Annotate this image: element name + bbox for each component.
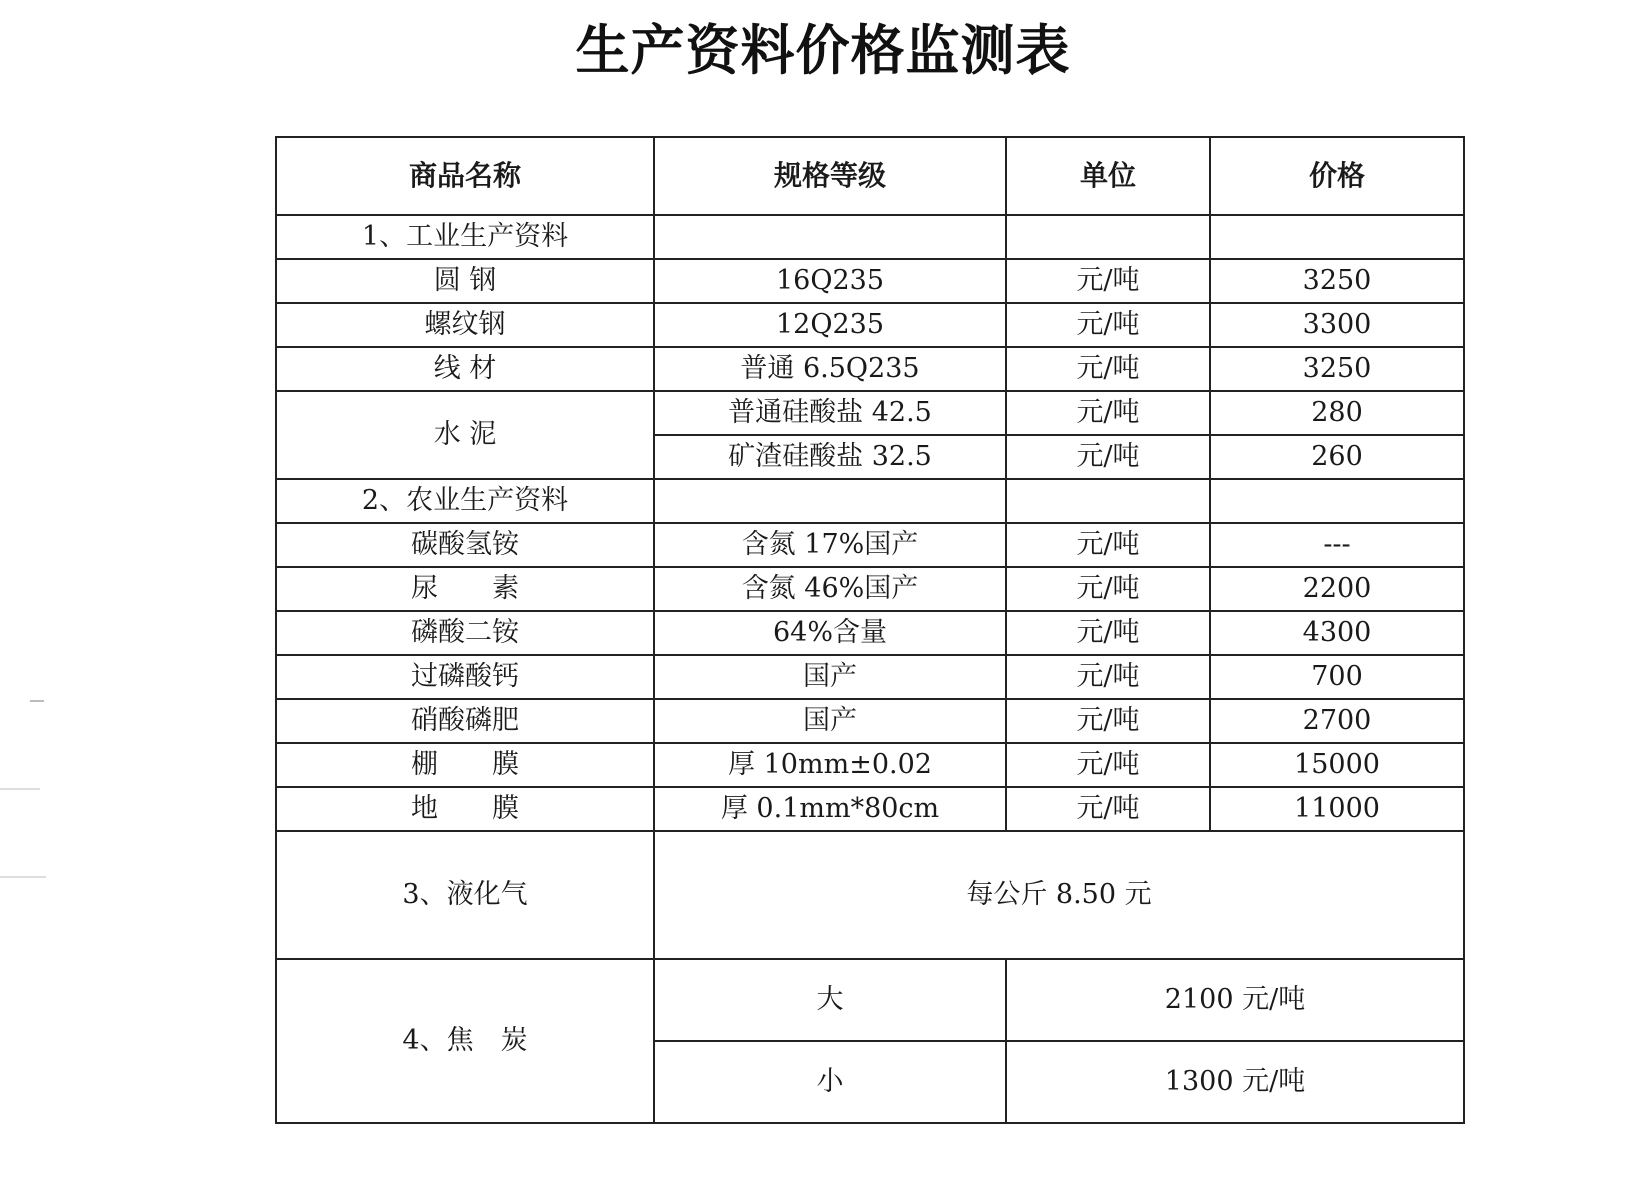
- table-row: [276, 523, 1464, 567]
- item-unit: 元/吨: [1006, 523, 1210, 567]
- item-price: 3250: [1210, 347, 1464, 391]
- item-unit: 元/吨: [1006, 655, 1210, 699]
- item-name: 圆 钢: [276, 259, 654, 303]
- table-row: [276, 787, 1464, 831]
- item-spec: 普通硅酸盐 42.5: [654, 391, 1006, 435]
- item-spec: 矿渣硅酸盐 32.5: [654, 435, 1006, 479]
- item-name: 棚 膜: [276, 743, 654, 787]
- item-name: 碳酸氢铵: [276, 523, 654, 567]
- item-name: 硝酸磷肥: [276, 699, 654, 743]
- item-unit: 元/吨: [1006, 347, 1210, 391]
- scan-artifact: [0, 788, 40, 790]
- item-price: 260: [1210, 435, 1464, 479]
- item-name: 尿 素: [276, 567, 654, 611]
- item-price: 15000: [1210, 743, 1464, 787]
- coke-size: 小: [654, 1041, 1006, 1123]
- table-row: [276, 699, 1464, 743]
- table-row: [276, 391, 1464, 435]
- item-spec: 16Q235: [654, 259, 1006, 303]
- section-row-lpg: [276, 831, 1464, 959]
- scan-artifact: [30, 700, 44, 702]
- header-spec: 规格等级: [654, 137, 1006, 215]
- item-unit: 元/吨: [1006, 787, 1210, 831]
- item-price: 4300: [1210, 611, 1464, 655]
- table-row: [276, 567, 1464, 611]
- item-spec: 12Q235: [654, 303, 1006, 347]
- item-price: ---: [1210, 523, 1464, 567]
- item-spec: 厚 0.1mm*80cm: [654, 787, 1006, 831]
- empty-cell: [654, 479, 1006, 523]
- item-price: 2200: [1210, 567, 1464, 611]
- item-price: 3250: [1210, 259, 1464, 303]
- scan-artifact: [0, 876, 46, 878]
- coke-price: 2100 元/吨: [1006, 959, 1464, 1041]
- item-spec: 国产: [654, 655, 1006, 699]
- section-row-coke: [276, 959, 1464, 1041]
- table-row: [276, 347, 1464, 391]
- item-price: 700: [1210, 655, 1464, 699]
- item-name: 过磷酸钙: [276, 655, 654, 699]
- item-name: 线 材: [276, 347, 654, 391]
- item-spec: 国产: [654, 699, 1006, 743]
- price-monitor-table: [275, 136, 1465, 1124]
- item-price: 3300: [1210, 303, 1464, 347]
- table-row: [276, 259, 1464, 303]
- empty-cell: [1006, 215, 1210, 259]
- item-spec: 含氮 17%国产: [654, 523, 1006, 567]
- empty-cell: [1210, 215, 1464, 259]
- item-name: 磷酸二铵: [276, 611, 654, 655]
- section-label-agricultural: 2、农业生产资料: [276, 479, 654, 523]
- item-price: 280: [1210, 391, 1464, 435]
- lpg-price: 每公斤 8.50 元: [654, 831, 1464, 959]
- table-row: [276, 303, 1464, 347]
- coke-price: 1300 元/吨: [1006, 1041, 1464, 1123]
- table-row: [276, 655, 1464, 699]
- empty-cell: [654, 215, 1006, 259]
- item-unit: 元/吨: [1006, 743, 1210, 787]
- item-spec: 厚 10mm±0.02: [654, 743, 1006, 787]
- item-unit: 元/吨: [1006, 435, 1210, 479]
- page-title: 生产资料价格监测表: [575, 19, 1071, 82]
- item-unit: 元/吨: [1006, 699, 1210, 743]
- item-name-cement: 水 泥: [276, 391, 654, 479]
- item-price: 11000: [1210, 787, 1464, 831]
- item-unit: 元/吨: [1006, 611, 1210, 655]
- item-unit: 元/吨: [1006, 259, 1210, 303]
- item-price: 2700: [1210, 699, 1464, 743]
- item-spec: 普通 6.5Q235: [654, 347, 1006, 391]
- empty-cell: [1006, 479, 1210, 523]
- item-spec: 64%含量: [654, 611, 1006, 655]
- item-unit: 元/吨: [1006, 567, 1210, 611]
- item-unit: 元/吨: [1006, 303, 1210, 347]
- empty-cell: [1210, 479, 1464, 523]
- section-row-agricultural: [276, 479, 1464, 523]
- header-name: 商品名称: [276, 137, 654, 215]
- item-name: 螺纹钢: [276, 303, 654, 347]
- item-spec: 含氮 46%国产: [654, 567, 1006, 611]
- section-label-lpg: 3、液化气: [276, 831, 654, 959]
- section-label-industrial: 1、工业生产资料: [276, 215, 654, 259]
- table-row: [276, 611, 1464, 655]
- item-unit: 元/吨: [1006, 391, 1210, 435]
- table-row: [276, 743, 1464, 787]
- header-price: 价格: [1210, 137, 1464, 215]
- section-label-coke: 4、焦 炭: [276, 959, 654, 1123]
- section-row-industrial: [276, 215, 1464, 259]
- coke-size: 大: [654, 959, 1006, 1041]
- header-row: [276, 137, 1464, 215]
- header-unit: 单位: [1006, 137, 1210, 215]
- item-name: 地 膜: [276, 787, 654, 831]
